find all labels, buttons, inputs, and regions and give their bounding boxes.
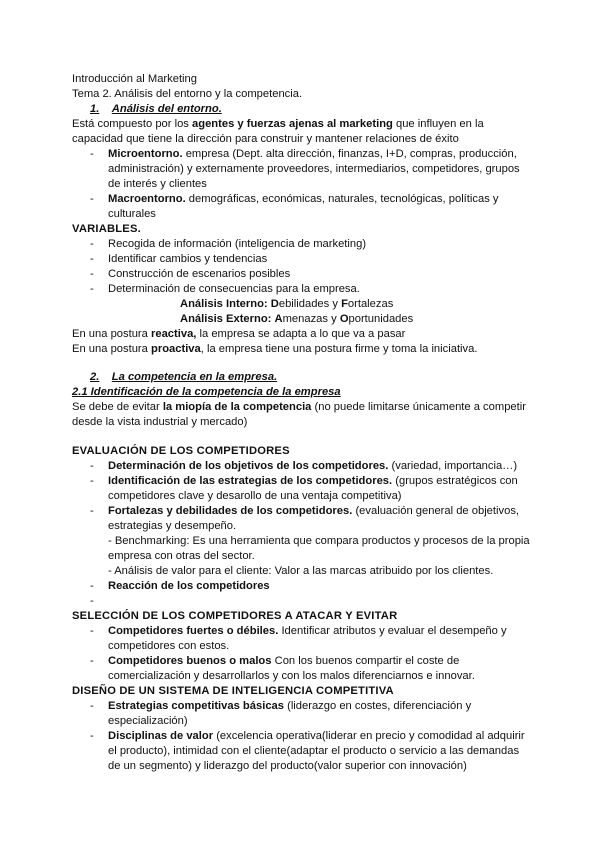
initial: F xyxy=(341,298,348,310)
benchmarking-line: empresa con otras del sector. xyxy=(108,550,255,562)
initial: D xyxy=(270,298,279,310)
emphasis: la miopía de la competencia xyxy=(162,401,312,413)
microentorno-item xyxy=(108,147,517,161)
basicas-item xyxy=(108,699,471,713)
text: portunidades xyxy=(348,313,414,325)
analisis-valor-line: - Análisis de valor para el cliente: Valor a las marcas atribuido por los clientes. xyxy=(108,565,494,577)
text: , la empresa tiene una postura firme y toma la iniciativa. xyxy=(200,343,478,355)
initial: O xyxy=(339,313,349,325)
text: la empresa se adapta a lo que va a pasar xyxy=(196,328,406,340)
miopia-line xyxy=(72,400,526,414)
emphasis: agentes y fuerzas ajenas al marketing xyxy=(192,118,393,130)
variables-item: Construcción de escenarios posibles xyxy=(108,268,291,280)
text: En una postura xyxy=(72,328,151,340)
bullet-dash: - xyxy=(90,238,94,250)
text: En una postura xyxy=(72,343,151,355)
fortalezas-item xyxy=(108,504,519,518)
bullet-dash: - xyxy=(90,505,94,517)
bullet-dash: - xyxy=(90,253,94,265)
variables-item: Determinación de consecuencias para la empresa. xyxy=(108,283,360,295)
objetivos-item xyxy=(108,459,517,473)
text: que influyen en la xyxy=(392,118,484,130)
item-text: Identificar atributos y evaluar el desempeño y xyxy=(278,625,507,637)
variables-item: Identificar cambios y tendencias xyxy=(108,253,268,265)
item-text: Con los buenos compartir el coste de xyxy=(271,655,460,667)
miopia-line: desde la vista industrial y mercado) xyxy=(72,416,248,428)
item-label: Disciplinas de valor xyxy=(108,730,214,742)
variables-heading: VARIABLES. xyxy=(72,223,141,235)
text: (no puede limitarse únicamente a competir xyxy=(311,401,526,413)
buenos-item xyxy=(108,654,459,668)
text: menazas y xyxy=(282,313,340,325)
item-text: (grupos estratégicos con xyxy=(392,475,518,487)
macroentorno-item xyxy=(108,192,499,206)
item-label: Determinación de los objetivos de los competidores. xyxy=(108,460,389,472)
item-text: (excelencia operativa(liderar en precio y comodidad al adquirir xyxy=(213,730,525,742)
bullet-dash: - xyxy=(90,655,94,667)
item-text: (evaluación general de objetivos, xyxy=(352,505,520,517)
bullet-dash: - xyxy=(90,580,94,592)
emphasis: reactiva, xyxy=(151,328,197,340)
text: Está compuesto por los xyxy=(72,118,193,130)
reaccion-item xyxy=(108,579,270,593)
item-label: Microentorno. xyxy=(108,148,183,160)
item-label: Competidores buenos o malos xyxy=(108,655,272,667)
buenos-line: comercialización y desarrollarlos y con los malos diferenciarnos e innovar. xyxy=(108,670,475,682)
section-2-number: 2. xyxy=(90,371,100,383)
course-title: Introducción al Marketing xyxy=(72,73,197,85)
analisis-externo xyxy=(180,312,413,326)
benchmarking-line: - Benchmarking: Es una herramienta que compara productos y procesos de la propia xyxy=(108,535,530,547)
text: Se debe de evitar xyxy=(72,401,163,413)
estrategias-line: competidores clave y desarollo de una ventaja competitiva) xyxy=(108,490,402,502)
section-1-heading xyxy=(90,102,222,116)
postura-reactiva xyxy=(72,327,405,341)
fuertes-item xyxy=(108,624,507,638)
item-label: Fortalezas y debilidades de los competidores. xyxy=(108,505,353,517)
item-text: (liderazgo en costes, diferenciación y xyxy=(283,700,472,712)
item-text: (variedad, importancia…) xyxy=(388,460,518,472)
basicas-line: especialización) xyxy=(108,715,188,727)
item-label: Identificación de las estrategias de los competidores. xyxy=(108,475,393,487)
disciplinas-item xyxy=(108,729,525,743)
bullet-dash: - xyxy=(90,475,94,487)
section-2-heading xyxy=(90,370,277,384)
initial: A xyxy=(274,313,283,325)
evaluacion-heading: EVALUACIÓN DE LOS COMPETIDORES xyxy=(72,445,290,457)
item-text: demográficas, económicas, naturales, tecnológicas, políticas y xyxy=(185,193,499,205)
item-label: Estrategias competitivas básicas xyxy=(108,700,284,712)
emphasis: proactiva xyxy=(151,343,201,355)
bullet-dash: - xyxy=(90,193,94,205)
section-1-intro-line: capacidad que tiene la dirección para construir y mantener relaciones de éxito xyxy=(72,133,459,145)
bullet-dash: - xyxy=(90,268,94,280)
topic-title: Tema 2. Análisis del entorno y la competencia. xyxy=(72,88,303,100)
bullet-dash: - xyxy=(90,700,94,712)
item-label: Macroentorno. xyxy=(108,193,186,205)
bullet-dash: - xyxy=(90,460,94,472)
fuertes-line: competidores con estos. xyxy=(108,640,230,652)
disciplinas-line: el producto), intimidad con el cliente(adaptar el producto o servicio a las demandas xyxy=(108,745,520,757)
section-2-title: La competencia en la empresa. xyxy=(111,371,278,383)
label: Análisis Interno: xyxy=(180,298,268,310)
fortalezas-line: estrategias y desempeño. xyxy=(108,520,237,532)
bullet-dash: - xyxy=(90,148,94,160)
estrategias-item xyxy=(108,474,518,488)
bullet-dash: - xyxy=(90,283,94,295)
bullet-dash: - xyxy=(90,730,94,742)
bullet-dash: - xyxy=(90,595,94,607)
label: Análisis Externo: xyxy=(180,313,272,325)
subsection-title: 2.1 Identificación de la competencia de la empresa xyxy=(72,386,341,398)
section-1-intro-line xyxy=(72,117,484,131)
text: ebilidades y xyxy=(278,298,342,310)
item-label: Reacción de los competidores xyxy=(108,580,270,592)
section-1-title: Análisis del entorno. xyxy=(111,103,222,115)
microentorno-line: administración) y externamente proveedores, intermediarios, competidores, grupos xyxy=(108,163,520,175)
seleccion-heading: SELECCIÓN DE LOS COMPETIDORES A ATACAR Y EVITAR xyxy=(72,610,398,622)
diseno-heading: DISEÑO DE UN SISTEMA DE INTELIGENCIA COMPETITIVA xyxy=(72,685,394,697)
item-label: Competidores fuertes o débiles. xyxy=(108,625,279,637)
section-1-number: 1. xyxy=(90,103,100,115)
subsection-2-1-heading xyxy=(72,385,341,399)
disciplinas-line: de un segmento) y liderazgo del producto(valor superior con innovación) xyxy=(108,760,467,772)
macroentorno-line: culturales xyxy=(108,208,156,220)
bullet-dash: - xyxy=(90,625,94,637)
postura-proactiva xyxy=(72,342,477,356)
variables-item: Recogida de información (inteligencia de marketing) xyxy=(108,238,367,250)
item-text: empresa (Dept. alta dirección, finanzas, I+D, compras, producción, xyxy=(182,148,517,160)
microentorno-line: de interés y clientes xyxy=(108,178,207,190)
text: ortalezas xyxy=(347,298,394,310)
analisis-interno xyxy=(180,297,393,311)
